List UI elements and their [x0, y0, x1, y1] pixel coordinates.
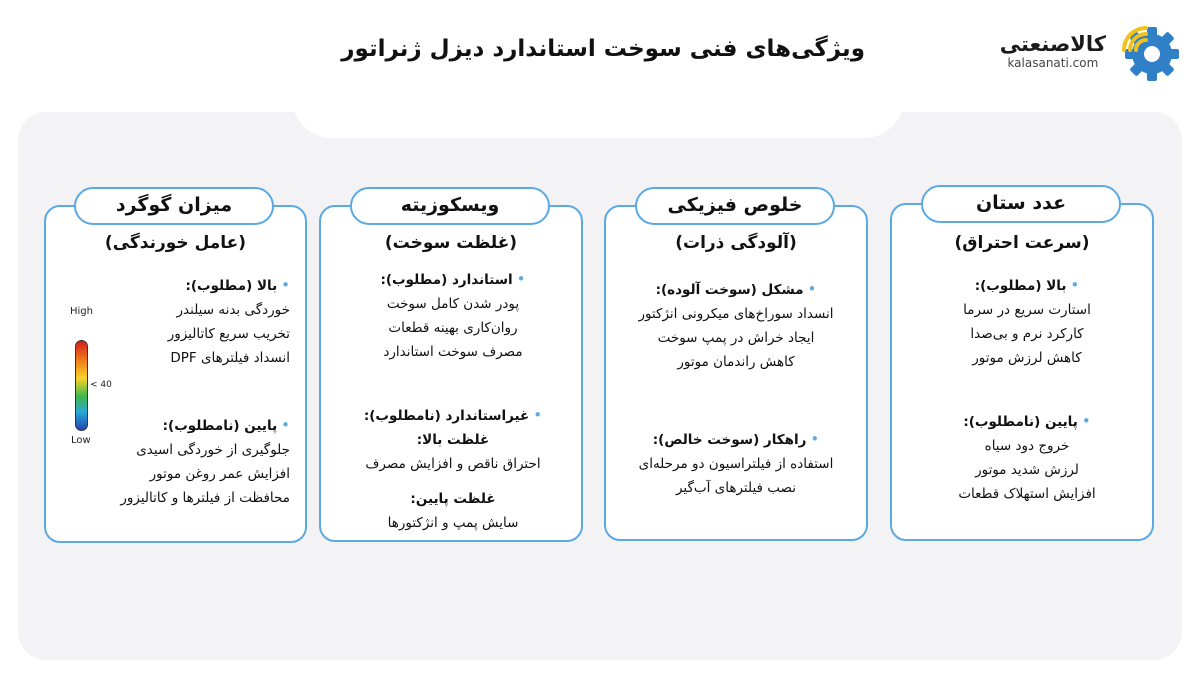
info-group [610, 277, 862, 374]
group-line: احتراق ناقص و افزایش مصرف [365, 456, 541, 472]
card-title: عدد ستان [921, 185, 1121, 223]
page-title: ویژگی‌های فنی سوخت استاندارد دیزل ژنراتور [341, 36, 865, 62]
group-heading [922, 273, 1132, 298]
card-subtitle: (آلودگی ذرات) [675, 233, 797, 253]
group-heading [610, 277, 862, 302]
bullet-icon: • [1070, 276, 1080, 294]
card-title: ویسکوزیته [350, 187, 550, 225]
group-heading [922, 409, 1132, 434]
info-group [102, 273, 290, 370]
group-line: جلوگیری از خوردگی اسیدی [136, 442, 290, 458]
group-heading [341, 403, 565, 428]
logo-domain: kalasanati.com [1007, 56, 1099, 70]
card-viscosity [319, 194, 583, 542]
info-group [610, 427, 862, 500]
group-line: خروج دود سیاه [984, 438, 1070, 454]
bullet-icon: • [281, 276, 290, 294]
group-line: تخریب سریع کاتالیزور [167, 326, 290, 342]
legend-low-label: Low [71, 435, 91, 446]
logo-name: کالاصنعتی [999, 32, 1106, 56]
card-subtitle: (سرعت احتراق) [954, 233, 1090, 253]
bullet-icon: • [807, 280, 817, 298]
heading-text: غیراستاندارد (نامطلوب): [363, 408, 530, 424]
group-heading [102, 273, 290, 298]
gear-wifi-icon [1116, 20, 1182, 82]
card-title: میزان گوگرد [74, 187, 274, 225]
group-line: محافظت از فیلترها و کاتالیزور [120, 490, 290, 506]
sulfur-thermometer-legend [60, 300, 120, 450]
group-line: روان‌کاری بهینه قطعات [388, 320, 518, 336]
bullet-icon: • [516, 270, 526, 288]
heading-text: راهکار (سوخت خالص): [652, 432, 807, 448]
legend-high-label: High [70, 306, 93, 317]
bullet-icon: • [1081, 412, 1091, 430]
group-line: افزایش عمر روغن موتور [149, 466, 290, 482]
group-line: افزایش استهلاک قطعات [958, 486, 1096, 502]
group-line: استفاده از فیلتراسیون دو مرحله‌ای [638, 456, 834, 472]
group-line: سایش پمپ و انژکتورها [387, 515, 519, 531]
heading-text: استاندارد (مطلوب): [380, 272, 513, 288]
card-purity [604, 194, 868, 541]
group-heading [610, 427, 862, 452]
group-line: کاهش راندمان موتور [677, 354, 795, 370]
group-line: مصرف سوخت استاندارد [383, 344, 523, 360]
heading-text: پایین (نامطلوب): [963, 414, 1078, 430]
group-line: پودر شدن کامل سوخت [386, 296, 520, 312]
bullet-icon: • [533, 406, 543, 424]
info-group [341, 487, 565, 535]
heading-text: پایین (نامطلوب): [162, 418, 278, 434]
group-line: غلظت بالا: [416, 432, 490, 448]
group-line: خوردگی بدنه سیلندر [176, 302, 290, 318]
thermometer-bar [75, 340, 88, 431]
card-title: خلوص فیزیکی [635, 187, 835, 225]
group-line: لرزش شدید موتور [975, 462, 1079, 478]
heading-text: بالا (مطلوب): [185, 278, 278, 294]
group-heading: غلظت پایین: [410, 491, 496, 507]
heading-text: مشکل (سوخت آلوده): [655, 282, 804, 298]
group-line: استارت سریع در سرما [963, 302, 1091, 318]
card-subtitle: (عامل خورندگی) [104, 233, 247, 253]
info-group [922, 409, 1132, 506]
group-line: انسداد سوراخ‌های میکرونی انژکتور [638, 306, 834, 322]
group-line: ایجاد خراش در پمپ سوخت [657, 330, 815, 346]
group-line: کارکرد نرم و بی‌صدا [970, 326, 1084, 342]
info-group [922, 273, 1132, 370]
group-line: نصب فیلترهای آب‌گیر [675, 480, 797, 496]
legend-mid-label: < 40 [90, 380, 112, 390]
brand-logo[interactable] [962, 20, 1182, 82]
heading-text: بالا (مطلوب): [974, 278, 1067, 294]
group-heading [341, 267, 565, 292]
bullet-icon: • [810, 430, 820, 448]
group-line: کاهش لرزش موتور [972, 350, 1082, 366]
group-line: انسداد فیلترهای DPF [170, 350, 290, 366]
card-cetane [890, 192, 1154, 541]
info-group [341, 403, 565, 476]
panel-notch [292, 98, 904, 138]
card-subtitle: (غلظت سوخت) [384, 233, 518, 253]
info-group [341, 267, 565, 364]
bullet-icon: • [281, 416, 290, 434]
